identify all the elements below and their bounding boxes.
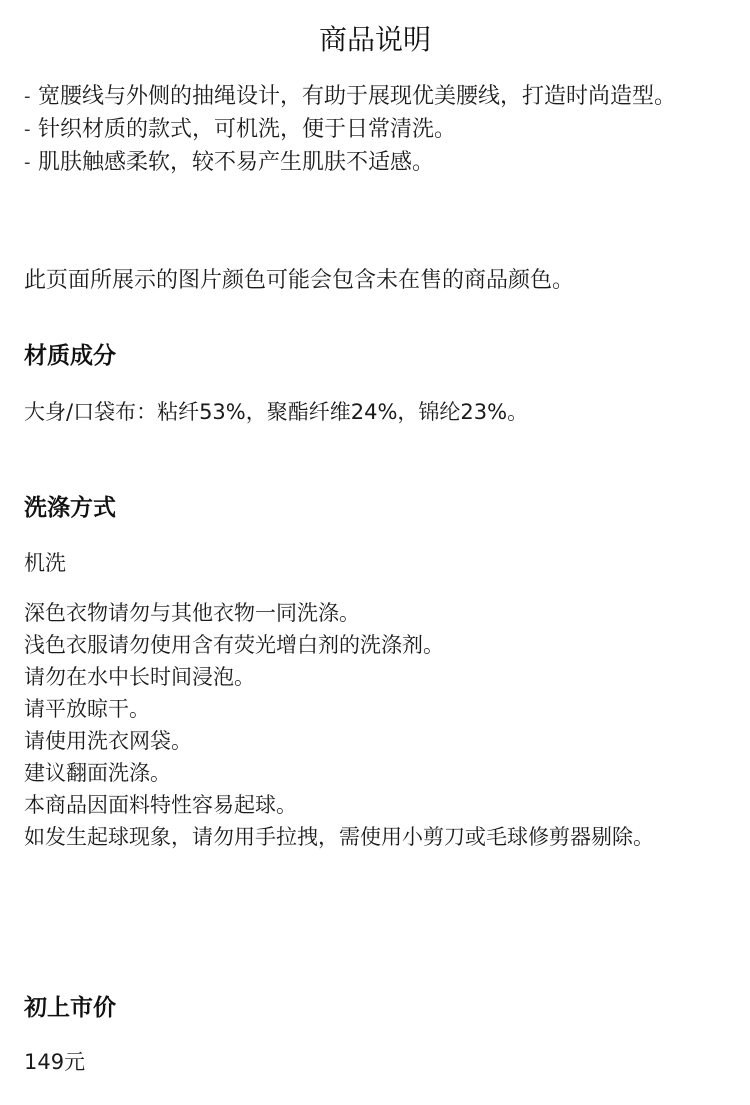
launch-price: 149元: [24, 1050, 86, 1074]
care-heading: 洗涤方式: [24, 495, 116, 521]
care-instruction: 请勿在水中长时间浸泡。: [24, 665, 255, 689]
feature-text: 针织材质的款式，可机洗，便于日常清洗。: [38, 117, 457, 142]
care-instruction: 本商品因面料特性容易起球。: [24, 793, 297, 817]
feature-text: 肌肤触感柔软，较不易产生肌肤不适感。: [38, 150, 435, 175]
feature-text: 宽腰线与外侧的抽绳设计，有助于展现优美腰线，打造时尚造型。: [38, 84, 677, 109]
care-instruction: 如发生起球现象，请勿用手拉拽，需使用小剪刀或毛球修剪器剔除。: [24, 825, 654, 849]
material-heading: 材质成分: [24, 343, 116, 369]
care-instruction: 深色衣物请勿与其他衣物一同洗涤。: [24, 601, 360, 625]
care-instructions: [24, 597, 734, 853]
bullet-dash: -: [24, 86, 31, 107]
feature-item: [24, 80, 734, 113]
care-instruction: 建议翻面洗涤。: [24, 761, 171, 785]
color-disclaimer: 此页面所展示的图片颜色可能会包含未在售的商品颜色。: [24, 268, 575, 293]
feature-item: [24, 113, 734, 146]
bullet-dash: -: [24, 119, 31, 140]
feature-item: [24, 146, 734, 179]
feature-list: [24, 80, 734, 179]
bullet-dash: -: [24, 152, 31, 173]
care-instruction: 请使用洗衣网袋。: [24, 729, 192, 753]
care-method: 机洗: [24, 551, 66, 575]
material-composition: 大身/口袋布：粘纤53%，聚酯纤维24%，锦纶23%。: [24, 400, 529, 424]
care-instruction: 请平放晾干。: [24, 697, 150, 721]
care-instruction: 浅色衣服请勿使用含有荧光增白剂的洗涤剂。: [24, 633, 444, 657]
page-title: 商品说明: [318, 23, 431, 56]
price-heading: 初上市价: [24, 995, 116, 1021]
